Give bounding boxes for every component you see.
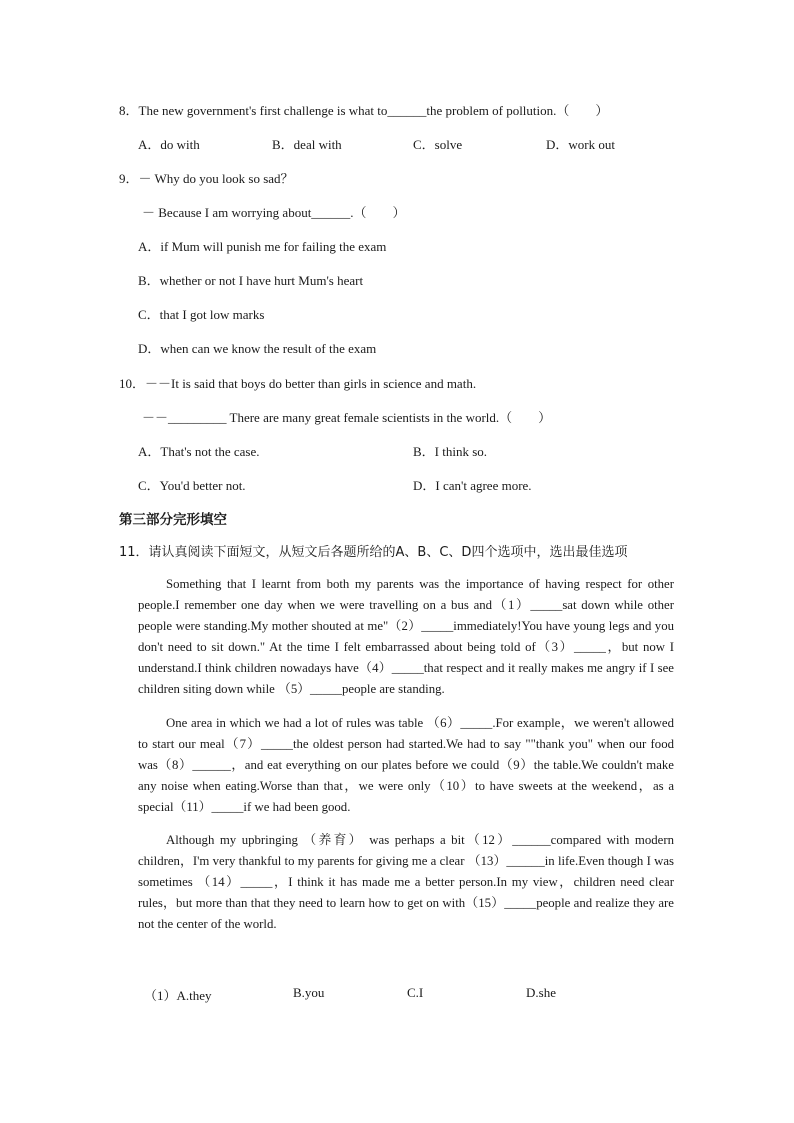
blank-1-option-b: B.you [293, 985, 325, 1000]
q10-option-d: D．I can't agree more. [413, 478, 532, 493]
question-10-stem-reply: －－_________ There are many great female scientists in the world.（ ） [142, 410, 552, 425]
q9-option-d: D．when can we know the result of the exam [138, 341, 377, 356]
q10-option-b: B．I think so. [413, 444, 488, 459]
question-10-stem: 10．－－It is said that boys do better than girls in science and math. [119, 376, 477, 391]
passage-paragraph-1: Something that I learnt from both my parents was the importance of having respect for other people.I remember one day when we were travelling on a bus and（1）_____sat down while other people were standing.My mother shouted at me"（2）_____immediately!You have young legs and you don't need to sit down." At the time I felt embarrassed about being told of（3）_____，but now I understand.I think children nowadays have（4）_____that respect and it really makes me angry if I see children siting down while （5）_____people are standing. [138, 577, 674, 696]
q9-option-c: C．that I got low marks [138, 307, 265, 322]
blank-1-option-a: （1）A.they [144, 988, 212, 1003]
blank-1-option-c: C.I [407, 985, 424, 1000]
blank-1-option-d: D.she [526, 985, 556, 1000]
passage-paragraph-3: Although my upbringing （养育） was perhaps a bit（12）______compared with modern children，I'm very thankful to my parents for giving me a clear （13）______in life.Even though I was sometimes （14）_____，I think it has made me a better person.In my view，children need clear rules，but more than that they need to learn how to get on with（15）_____people and realize they are not the center of the world. [138, 833, 674, 931]
question-11-instruction: 11．请认真阅读下面短文，从短文后各题所给的A、B、C、D四个选项中，选出最佳选项 [119, 545, 628, 560]
q10-option-a: A．That's not the case. [138, 444, 260, 459]
question-8-stem: 8．The new government's first challenge is what to______the problem of pollution.（ ） [119, 103, 609, 118]
q9-option-a: A．if Mum will punish me for failing the exam [138, 239, 387, 254]
q8-option-d: D．work out [546, 137, 615, 152]
q9-option-b: B．whether or not I have hurt Mum's heart [138, 273, 364, 288]
q8-option-a: A．do with [138, 137, 200, 152]
question-9-stem: 9．－ Why do you look so sad？ [119, 171, 294, 186]
passage-paragraph-2: One area in which we had a lot of rules was table （6）_____.For example，we weren't allowed to start our meal（7）_____the oldest person had started.We had to say ""thank you" when our food was（8）______，and eat everything on our plates before we could（9）the table.We couldn't make any noise when eating.Worse than that，we were only（10）to have sweets at the weekend，as a special（11）_____if we had been good. [138, 716, 674, 814]
q10-option-c: C．You'd better not. [138, 478, 246, 493]
section-title: 第三部分完形填空 [119, 512, 227, 528]
q8-option-c: C．solve [413, 137, 463, 152]
q8-option-b: B．deal with [272, 137, 342, 152]
question-9-stem-reply: － Because I am worrying about______.（ ） [142, 205, 406, 220]
